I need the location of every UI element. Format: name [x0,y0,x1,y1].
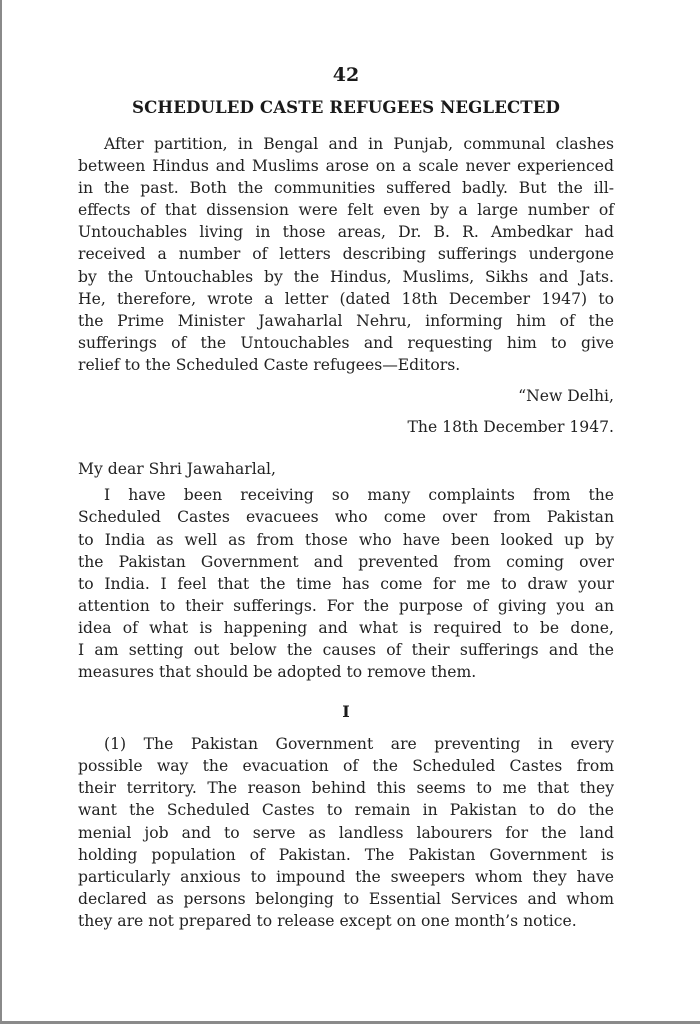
text-line: in the past. Both the communities suffered badly. But the ill- [78,179,614,198]
text-line: to India as well as from those who have been looked up by [78,530,614,549]
chapter-title: SCHEDULED CASTE REFUGEES NEGLECTED [132,97,560,117]
text-line: they are not prepared to release except on one month’s notice. [78,911,577,930]
text-line: the Prime Minister Jawaharlal Nehru, informing him of the [78,311,614,330]
letter-intro-paragraph [78,484,614,683]
text-line: menial job and to serve as landless labourers for the land [78,823,614,842]
letter-place: “New Delhi, [518,387,614,406]
text-line: the Pakistan Government and prevented from coming over [78,552,614,571]
section-heading: I [342,702,350,722]
text-line: After partition, in Bengal and in Punjab, communal clashes [104,135,614,153]
text-line: want the Scheduled Castes to remain in Pakistan to do the [78,801,614,820]
editorial-note [78,133,614,376]
text-line: relief to the Scheduled Caste refugees—Editors. [78,355,461,374]
letter-salutation: My dear Shri Jawaharlal, [78,460,276,479]
point-1-paragraph [78,733,614,932]
text-line: by the Untouchables by the Hindus, Muslims, Sikhs and Jats. [78,267,614,286]
text-line: declared as persons belonging to Essential Services and whom [78,889,614,908]
text-line: to India. I feel that the time has come for me to draw your [78,574,614,593]
text-line: between Hindus and Muslims arose on a scale never experienced [78,157,614,176]
text-line: effects of that dissension were felt even by a large number of [78,201,614,220]
text-line: I have been receiving so many complaints from the [104,486,614,505]
text-line: their territory. The reason behind this seems to me that they [78,779,614,798]
text-line: measures that should be adopted to remove them. [78,663,477,682]
text-line: Untouchables living in those areas, Dr. B. R. Ambedkar had [78,223,614,242]
text-line: sufferings of the Untouchables and requesting him to give [78,333,614,352]
chapter-number: 42 [332,64,360,86]
text-line: particularly anxious to impound the sweepers whom they have [78,867,614,886]
letter-date: The 18th December 1947. [407,418,614,437]
text-line: received a number of letters describing sufferings undergone [78,245,614,264]
text-line: possible way the evacuation of the Scheduled Castes from [78,757,614,776]
text-line: I am setting out below the causes of their sufferings and the [78,640,614,659]
text-line: He, therefore, wrote a letter (dated 18th December 1947) to [78,289,614,308]
text-line: (1) The Pakistan Government are preventing in every [104,735,614,754]
text-line: holding population of Pakistan. The Pakistan Government is [78,845,614,864]
page-content [78,62,614,932]
text-line: idea of what is happening and what is required to be done, [78,618,614,637]
text-line: attention to their sufferings. For the purpose of giving you an [78,596,614,615]
text-line: Scheduled Castes evacuees who come over from Pakistan [78,508,614,527]
